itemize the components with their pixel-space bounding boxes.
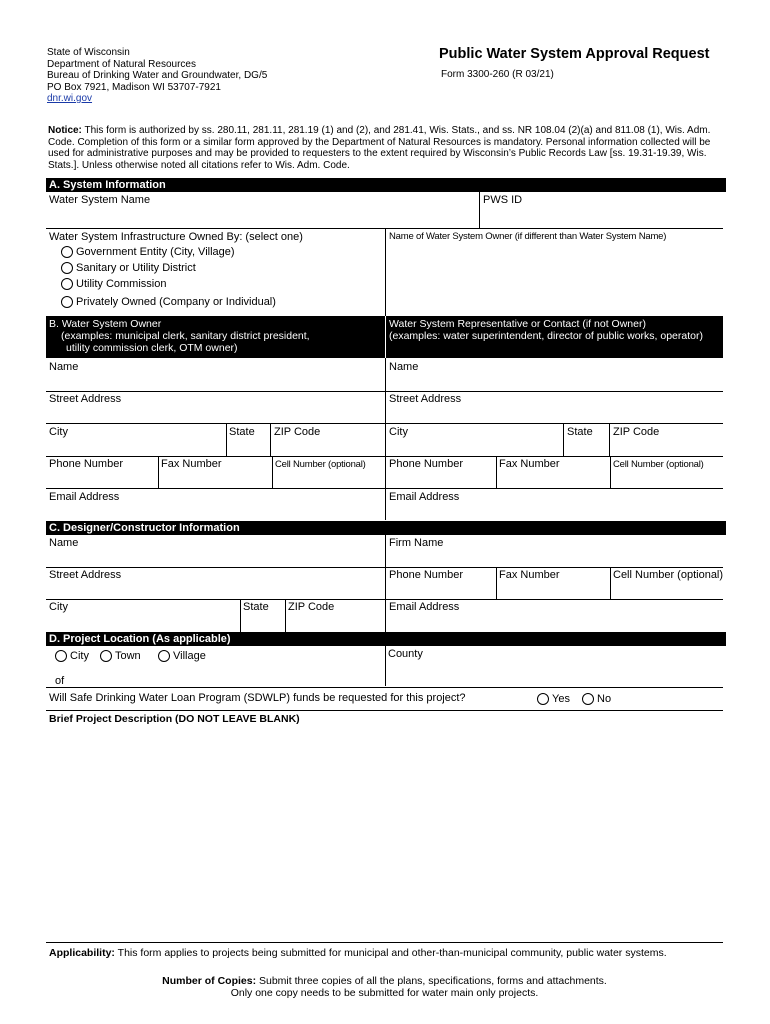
owner-state-field[interactable]: State [229,426,255,438]
owner-name-field[interactable]: Name [49,361,79,373]
location-town-option[interactable]: Town [100,650,141,662]
rep-city-field[interactable]: City [389,426,408,438]
sdwlp-question: Will Safe Drinking Water Loan Program (SDWLP) funds be requested for this project? [49,692,466,704]
divider [270,424,271,456]
divider [226,424,227,456]
radio-button[interactable] [158,650,170,662]
radio-button[interactable] [61,246,73,258]
of-label: of [55,675,65,687]
owner-email-field[interactable]: Email Address [49,491,120,503]
designer-street-field[interactable]: Street Address [49,569,122,581]
notice [48,125,728,171]
divider [240,600,241,632]
owner-city-field[interactable]: City [49,426,68,438]
notice-label: Notice: [48,125,82,136]
pws-id-label: PWS ID [483,194,523,206]
option-private[interactable]: Privately Owned (Company or Individual) [61,296,276,308]
divider [479,192,480,228]
radio-button[interactable] [100,650,112,662]
divider [385,229,386,316]
rep-zip-field[interactable]: ZIP Code [613,426,660,438]
divider [46,599,723,600]
divider [46,687,723,688]
divider [46,942,723,943]
divider [609,424,610,456]
rep-email-field[interactable]: Email Address [389,491,460,503]
applicability-note: Applicability: This form applies to projects being submitted for municipal and other-than-municipal community, public water systems. [49,947,667,959]
option-government[interactable]: Government Entity (City, Village) [61,246,235,258]
form-title: Public Water System Approval Request [439,46,710,62]
county-field[interactable]: County [388,648,423,660]
agency-line: Bureau of Drinking Water and Groundwater, DG/5 [47,70,268,81]
form-number: Form 3300-260 (R 03/21) [441,69,554,80]
radio-button[interactable] [55,650,67,662]
designer-name-field[interactable]: Name [49,537,79,549]
owner-zip-field[interactable]: ZIP Code [274,426,321,438]
designer-phone-field[interactable]: Phone Number [389,569,463,581]
agency-line: PO Box 7921, Madison WI 53707-7921 [47,81,221,93]
owner-phone-field[interactable]: Phone Number [49,458,123,470]
divider [46,391,723,392]
divider [46,567,723,568]
radio-button[interactable] [61,262,73,274]
divider [158,457,159,488]
agency-address [47,47,267,105]
rep-cell-field[interactable]: Cell Number (optional) [613,459,704,470]
designer-state-field[interactable]: State [243,601,269,613]
section-c-header: C. Designer/Constructor Information [46,521,726,535]
section-b-rep-header: Water System Representative or Contact (if not Owner) (examples: water superintendent, director of public works, operator) [386,316,723,358]
divider [610,568,611,599]
copies-note: Number of Copies: Submit three copies of all the plans, specifications, forms and attachments. Only one copy needs to be submitted for water main only projects. [162,975,607,999]
radio-button[interactable] [582,693,594,705]
designer-email-field[interactable]: Email Address [389,601,460,613]
sdwlp-yes-option[interactable]: Yes [537,693,570,705]
divider [385,646,386,686]
rep-fax-field[interactable]: Fax Number [499,458,560,470]
radio-button[interactable] [61,278,73,290]
website-link[interactable]: dnr.wi.gov [47,93,93,104]
divider [496,568,497,599]
divider [385,535,386,632]
brief-description-area[interactable] [46,727,723,941]
brief-description-label: Brief Project Description (DO NOT LEAVE BLANK) [49,713,300,725]
radio-button[interactable] [61,296,73,308]
designer-cell-field[interactable]: Cell Number (optional) [613,569,724,581]
radio-button[interactable] [537,693,549,705]
divider [496,457,497,488]
divider [272,457,273,488]
divider [385,358,386,520]
agency-line: Department of Natural Resources [47,58,196,70]
rep-name-field[interactable]: Name [389,361,419,373]
agency-line: State of Wisconsin [47,47,130,58]
divider [46,488,723,489]
firm-name-field[interactable]: Firm Name [389,537,444,549]
section-b-owner-header: B. Water System Owner (examples: municipal clerk, sanitary district president, utility commission clerk, OTM owner) [46,316,385,358]
option-sanitary[interactable]: Sanitary or Utility District [61,262,196,274]
owner-street-field[interactable]: Street Address [49,393,122,405]
section-d-header: D. Project Location (As applicable) [46,632,726,646]
location-city-option[interactable]: City [55,650,89,662]
owner-cell-field[interactable]: Cell Number (optional) [275,459,366,470]
rep-street-field[interactable]: Street Address [389,393,462,405]
rep-state-field[interactable]: State [567,426,593,438]
owned-by-label: Water System Infrastructure Owned By: (select one) [49,231,303,243]
divider [46,710,723,711]
divider [563,424,564,456]
divider [285,600,286,632]
notice-text: This form is authorized by ss. 280.11, 281.11, 281.19 (1) and (2), and 281.41, Wis. Stats., and ss. NR 108.04 (2)(a) and 811.08 (1), Wis. Adm. Code. Completion of this form or a similar form approved by the Department of Natural Resources is mandatory. Personal information collected will be used for administrative purposes and may be provided to requesters to the extent required by Wisconsin’s Public Records Law [ss. 19.31-19.39, Wis. Stats.]. Unless otherwise noted all citations refer to Wis. Adm. Code. [48,125,711,171]
section-a-header: A. System Information [46,178,726,192]
water-system-name-label: Water System Name [49,194,151,206]
sdwlp-no-option[interactable]: No [582,693,611,705]
designer-fax-field[interactable]: Fax Number [499,569,560,581]
divider [46,456,723,457]
divider [610,457,611,488]
owner-name-label: Name of Water System Owner (if different than Water System Name) [389,231,667,242]
designer-city-field[interactable]: City [49,601,68,613]
divider [46,423,723,424]
location-village-option[interactable]: Village [158,650,206,662]
owner-fax-field[interactable]: Fax Number [161,458,222,470]
designer-zip-field[interactable]: ZIP Code [288,601,335,613]
rep-phone-field[interactable]: Phone Number [389,458,463,470]
option-utility-commission[interactable]: Utility Commission [61,278,166,290]
